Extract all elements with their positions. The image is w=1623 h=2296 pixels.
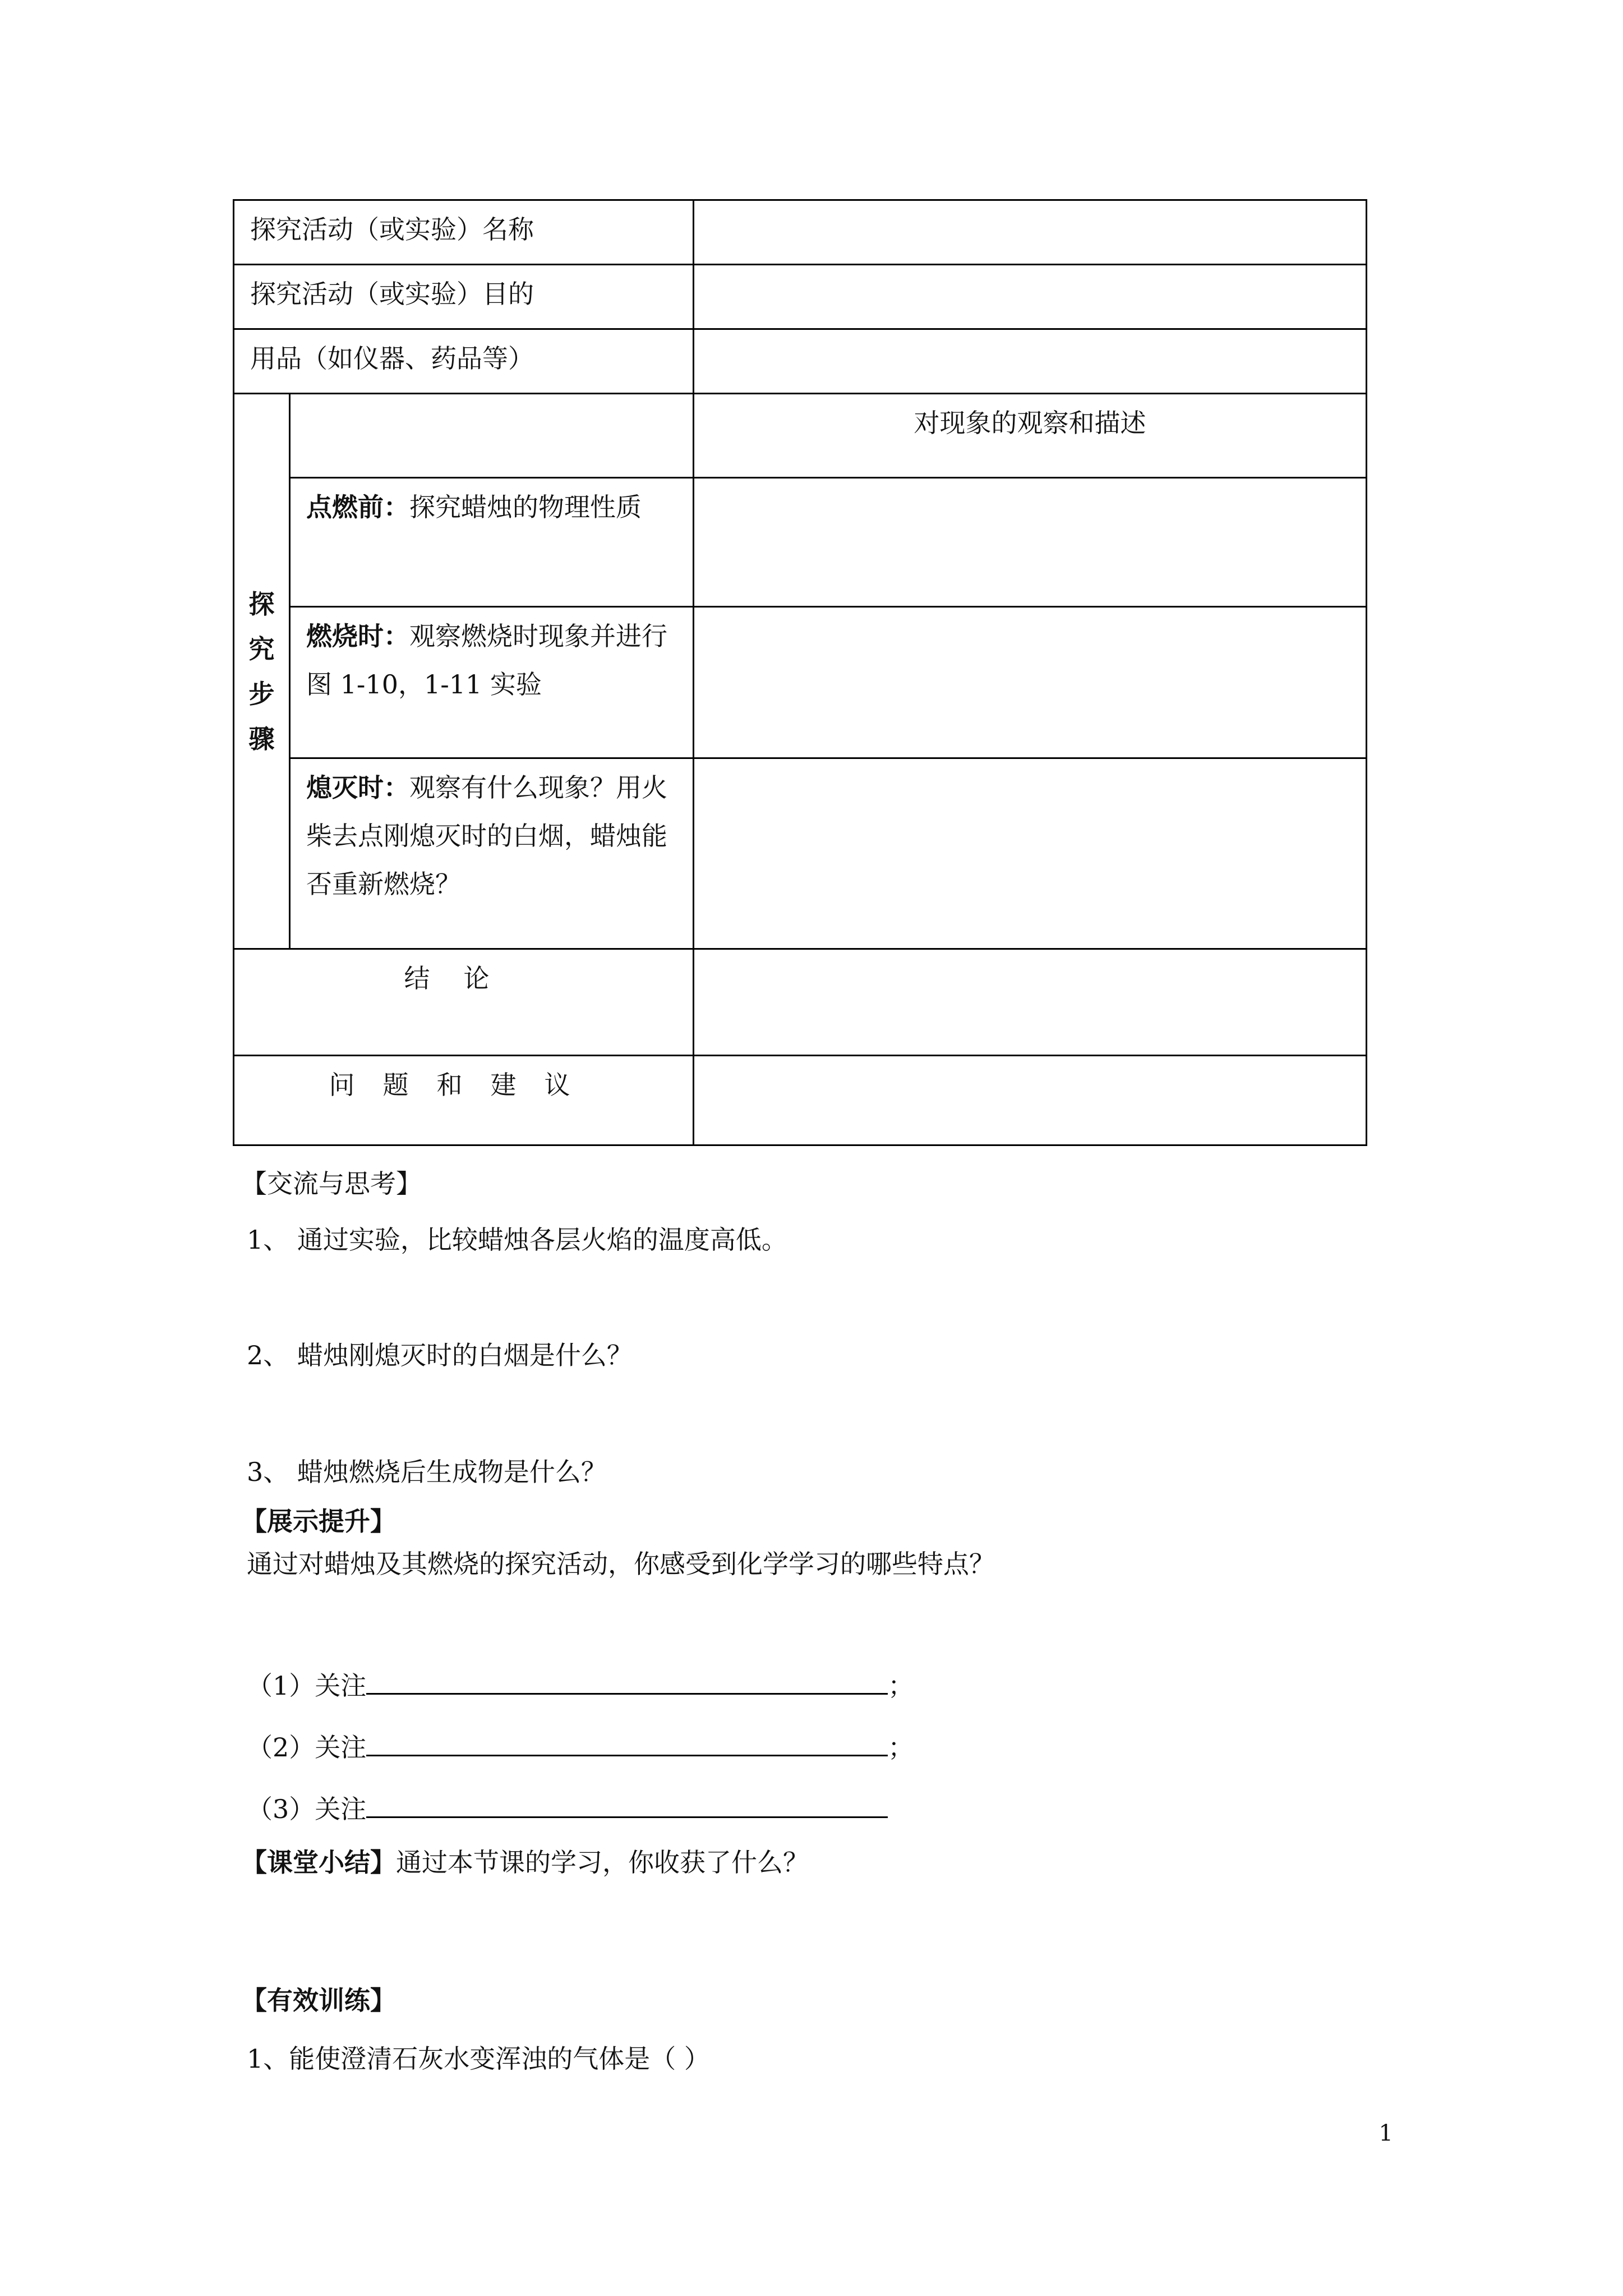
answer-cell[interactable] <box>694 478 1367 607</box>
table-row <box>234 329 1367 394</box>
display-item-1: （1）关注 ； <box>247 1666 914 1703</box>
empty-cell <box>290 394 694 478</box>
label-cell: 探究活动（或实验）目的 <box>234 265 694 329</box>
exchange-q3: 3、 蜡烛燃烧后生成物是什么？ <box>247 1457 607 1487</box>
exchange-q1: 1、 通过实验，比较蜡烛各层火焰的温度高低。 <box>247 1225 787 1255</box>
step-before: 点燃前：探究蜡烛的物理性质 <box>290 478 694 607</box>
answer-cell[interactable] <box>694 265 1367 329</box>
exchange-title: 【交流与思考】 <box>241 1168 422 1199</box>
table-row <box>234 200 1367 265</box>
summary-title: 【课堂小结】 <box>241 1847 396 1878</box>
table-row <box>234 758 1367 949</box>
experiment-table <box>233 199 1367 1146</box>
step-during: 燃烧时：观察燃烧时现象并进行图 1-10，1-11 实验 <box>290 607 694 758</box>
fill-blank-1[interactable] <box>366 1666 888 1695</box>
table-row <box>234 265 1367 329</box>
conclusion-label: 结论 <box>234 949 694 1056</box>
label-cell: 用品（如仪器、药品等） <box>234 329 694 394</box>
table-row <box>234 1056 1367 1145</box>
page-number: 1 <box>1378 2120 1393 2146</box>
display-item-3: （3）关注 <box>247 1789 888 1826</box>
table-row <box>234 394 1367 478</box>
display-title: 【展示提升】 <box>241 1506 396 1536</box>
step-after: 熄灭时：观察有什么现象？用火柴去点刚熄灭时的白烟，蜡烛能否重新燃烧？ <box>290 758 694 949</box>
answer-cell[interactable] <box>694 1056 1367 1145</box>
fill-blank-2[interactable] <box>366 1728 888 1756</box>
summary-line <box>241 1846 809 1879</box>
training-q1: 1、能使澄清石灰水变浑浊的气体是（ ） <box>247 2044 710 2074</box>
label-cell: 探究活动（或实验）名称 <box>234 200 694 265</box>
answer-cell[interactable] <box>694 200 1367 265</box>
fill-blank-3[interactable] <box>366 1789 888 1818</box>
answer-cell[interactable] <box>694 758 1367 949</box>
table-row <box>234 607 1367 758</box>
table-row <box>234 949 1367 1056</box>
questions-label: 问题和建议 <box>234 1056 694 1145</box>
training-title: 【有效训练】 <box>241 1985 396 2016</box>
observe-header: 对现象的观察和描述 <box>694 394 1367 478</box>
summary-text: 通过本节课的学习，你收获了什么？ <box>396 1847 809 1878</box>
display-item-2: （2）关注 ； <box>247 1728 914 1764</box>
answer-cell[interactable] <box>694 329 1367 394</box>
display-intro: 通过对蜡烛及其燃烧的探究活动，你感受到化学学习的哪些特点？ <box>247 1549 995 1579</box>
exchange-q2: 2、 蜡烛刚熄灭时的白烟是什么？ <box>247 1340 633 1370</box>
table-row <box>234 478 1367 607</box>
steps-label: 探 究 步 骤 <box>234 394 290 949</box>
answer-cell[interactable] <box>694 949 1367 1056</box>
answer-cell[interactable] <box>694 607 1367 758</box>
